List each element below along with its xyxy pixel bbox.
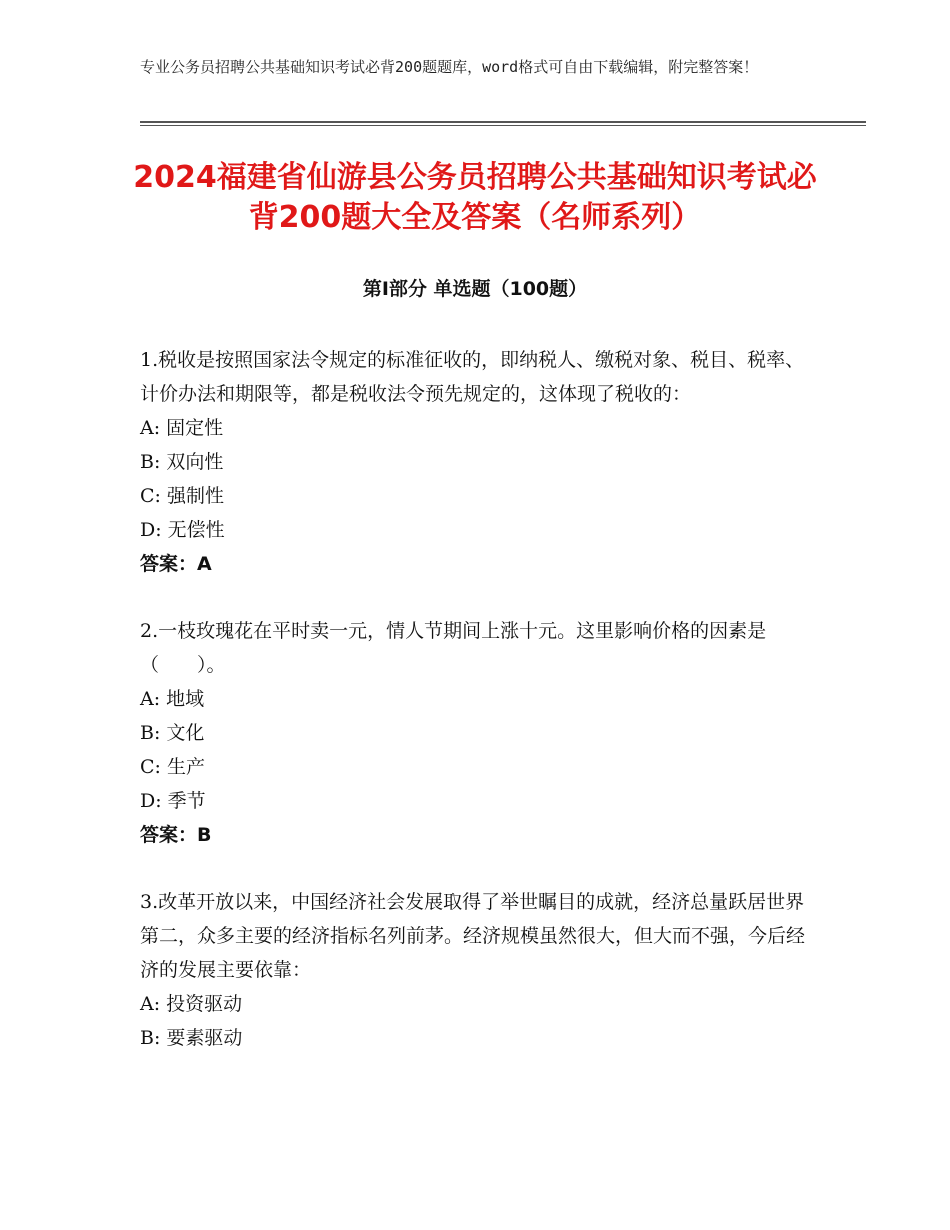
option-a: A: 地域 [140,688,205,710]
section-heading: 第Ⅰ部分 单选题（100题） [362,278,588,300]
option-a: A: 固定性 [140,417,224,439]
header-rule-thick [140,121,866,123]
document-title: 2024福建省仙游县公务员招聘公共基础知识考试必背200题大全及答案（名师系列） [133,160,817,235]
option-c: C: 强制性 [140,485,224,507]
question-1 [140,343,810,581]
option-b: B: 文化 [140,722,205,744]
question-stem: 1.税收是按照国家法令规定的标准征收的，即纳税人、缴税对象、税目、税率、计价办法和期限等，都是税收法令预先规定的，这体现了税收的： [140,349,805,405]
option-d: D: 无偿性 [140,519,225,541]
option-b: B: 要素驱动 [140,1027,243,1049]
question-3 [140,885,810,1055]
answer-line: 答案：A [140,553,212,575]
option-a: A: 投资驱动 [140,993,243,1015]
question-list [140,343,810,1088]
header-note: 专业公务员招聘公共基础知识考试必背200题题库，word格式可自由下载编辑，附完整答案！ [140,58,759,76]
question-stem: 3.改革开放以来，中国经济社会发展取得了举世瞩目的成就，经济总量跃居世界第二，众多主要的经济指标名列前茅。经济规模虽然很大，但大而不强，今后经济的发展主要依靠： [140,891,806,981]
header-rule-thin [140,125,866,126]
option-b: B: 双向性 [140,451,224,473]
option-d: D: 季节 [140,790,206,812]
question-stem: 2.一枝玫瑰花在平时卖一元，情人节期间上涨十元。这里影响价格的因素是（ ）。 [140,620,767,676]
answer-line: 答案：B [140,824,212,846]
option-c: C: 生产 [140,756,205,778]
question-2 [140,614,810,852]
